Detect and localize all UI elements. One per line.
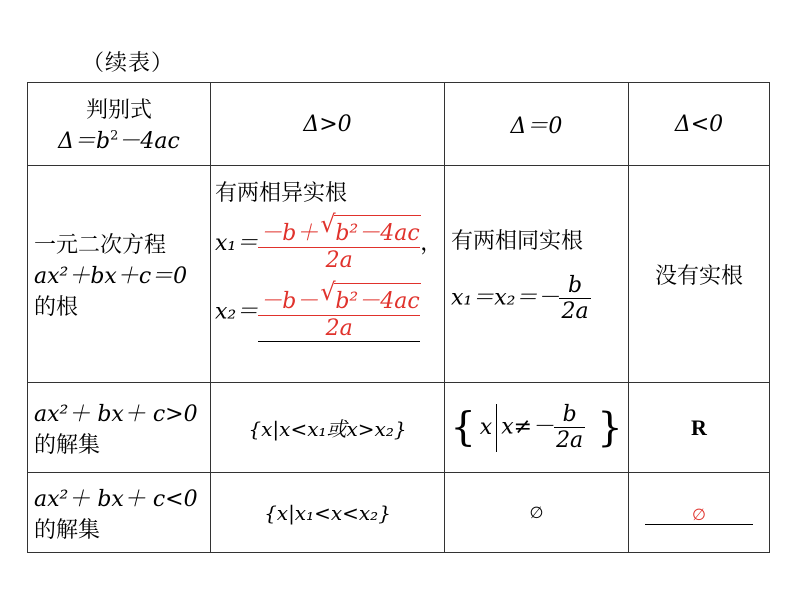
roots-equal-fraction xyxy=(559,273,590,324)
lt-zero-none-cell xyxy=(629,473,770,553)
root-x2-lhs: x₂＝ xyxy=(215,299,259,325)
header-discriminant-formula: $\Delta=b^2-4ac$ xyxy=(58,128,180,154)
lt-zero-row xyxy=(28,473,770,553)
roots-equal-lhs: x₁＝x₂＝－ xyxy=(451,285,560,311)
gt-zero-none-set: R xyxy=(629,383,770,473)
header-delta-zero: Δ＝0 xyxy=(445,83,629,166)
root-x1-line xyxy=(215,215,444,273)
header-delta-negative: Δ<0 xyxy=(629,83,770,166)
root-x1-sqrt: √ b²－4ac xyxy=(334,215,420,247)
root-x1-lhs: x₁＝ xyxy=(215,231,259,256)
root-x2-numerator: －b－√ b²－4ac xyxy=(258,283,420,315)
table-caption: （续表） xyxy=(82,51,175,76)
gt-zero-equal-var: x xyxy=(479,414,493,440)
root-x1-denominator: 2a xyxy=(325,248,353,273)
left-brace: { xyxy=(450,404,476,451)
roots-none-cell: 没有实根 xyxy=(629,166,770,383)
root-x2-denominator: 2a xyxy=(258,316,420,342)
roots-label-line1: 一元二次方程 xyxy=(34,232,167,258)
root-x2-line xyxy=(215,283,444,342)
lt-zero-equal-set: ∅ xyxy=(445,473,629,553)
gt-zero-equal-numerator: b xyxy=(562,402,577,427)
roots-label-line2: ax²＋bx＋c＝0 xyxy=(34,263,188,289)
root-x1-fraction xyxy=(258,215,420,273)
header-row xyxy=(28,83,770,166)
lt-zero-none-answer: ∅ xyxy=(645,505,753,525)
roots-equal-denominator: 2a xyxy=(561,299,589,324)
roots-equal-formula xyxy=(451,273,628,324)
lt-zero-label-cell xyxy=(28,473,211,553)
header-discriminant-title: 判别式 xyxy=(85,98,152,123)
gt-zero-label-line2: 的解集 xyxy=(34,432,101,458)
roots-row xyxy=(28,166,770,383)
roots-equal-title: 有两相同实根 xyxy=(451,229,584,254)
roots-distinct-title: 有两相异实根 xyxy=(215,181,348,206)
gt-zero-equal-fraction xyxy=(554,402,585,453)
gt-zero-row xyxy=(28,383,770,473)
gt-zero-equal-cell xyxy=(445,383,629,473)
root-x2-sqrt: √ b²－4ac xyxy=(334,283,420,315)
gt-zero-equal-cond: x≠－ xyxy=(501,414,555,440)
lt-zero-distinct-set: {x|x₁<x<x₂} xyxy=(211,473,445,553)
header-delta-positive: Δ>0 xyxy=(211,83,445,166)
roots-label-line3: 的根 xyxy=(34,294,79,320)
roots-label-cell xyxy=(28,166,211,383)
gt-zero-distinct-set: {x|x<x₁或x>x₂} xyxy=(211,383,445,473)
roots-distinct-cell xyxy=(211,166,445,383)
gt-zero-label-line1: ax²＋ bx＋ c>0 xyxy=(34,401,198,427)
root-x2-fraction xyxy=(258,283,420,342)
header-discriminant-cell xyxy=(28,83,211,166)
root-x1-comma: ， xyxy=(420,231,443,256)
gt-zero-equal-denominator: 2a xyxy=(556,428,584,453)
lt-zero-label-line2: 的解集 xyxy=(34,517,101,543)
roots-equal-numerator: b xyxy=(567,273,583,298)
lt-zero-label-line1: ax²＋ bx＋ c<0 xyxy=(34,486,198,512)
root-x1-numerator: －b＋√ b²－4ac xyxy=(258,215,420,247)
gt-zero-label-cell xyxy=(28,383,211,473)
roots-equal-cell xyxy=(445,166,629,383)
set-divider xyxy=(496,404,497,452)
quadratic-inequality-table xyxy=(27,82,770,553)
right-brace: } xyxy=(597,404,623,451)
